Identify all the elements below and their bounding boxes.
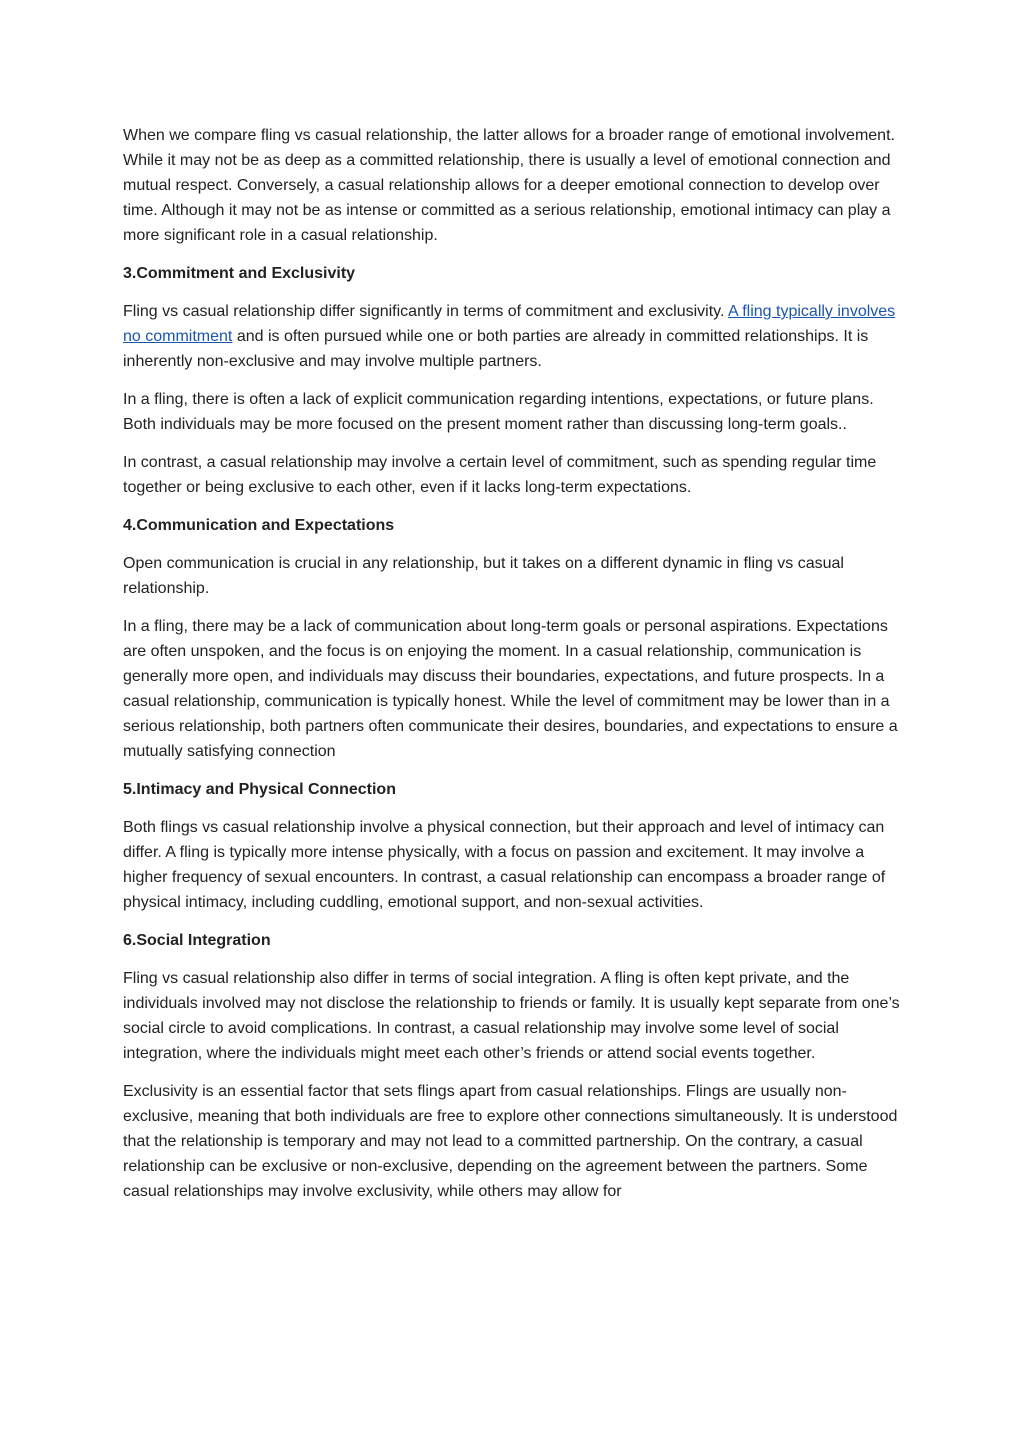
paragraph-commitment <box>123 299 903 374</box>
paragraph-emotional-involvement: When we compare fling vs casual relationship, the latter allows for a broader range of emotional involvement. While it may not be as deep as a committed relationship, there is usually a level of emotional connection and mutual respect. Conversely, a casual relationship allows for a deeper emotional connection to develop over time. Although it may not be as intense or committed as a serious relationship, emotional intimacy can play a more significant role in a casual relationship. <box>123 127 895 244</box>
heading-social-integration: 6.Social Integration <box>123 932 271 949</box>
paragraph-commitment-text-start: Fling vs casual relationship differ significantly in terms of commitment and exclusivity. <box>123 303 728 320</box>
paragraph-social-integration: Fling vs casual relationship also differ in terms of social integration. A fling is often kept private, and the individuals involved may not disclose the relationship to friends or family. It is usually kept separate from one’s social circle to avoid complications. In contrast, a casual relationship may involve some level of social integration, where the individuals might meet each other’s friends or attend social events together. <box>123 970 900 1062</box>
heading-communication-expectations: 4.Communication and Expectations <box>123 517 395 534</box>
heading-commitment-exclusivity: 3.Commitment and Exclusivity <box>123 265 356 282</box>
heading-intimacy-physical: 5.Intimacy and Physical Connection <box>123 781 396 798</box>
paragraph-casual-commitment: In contrast, a casual relationship may involve a certain level of commitment, such as spending regular time together or being exclusive to each other, even if it lacks long-term expectations. <box>123 454 877 496</box>
paragraph-open-communication: Open communication is crucial in any relationship, but it takes on a different dynamic in fling vs casual relationship. <box>123 555 844 597</box>
paragraph-exclusivity: Exclusivity is an essential factor that sets flings apart from casual relationships. Flings are usually non-exclusive, meaning that both individuals are free to explore other connections simultaneously. It is understood that the relationship is temporary and may not lead to a committed partnership. On the contrary, a casual relationship can be exclusive or non-exclusive, depending on the agreement between the partners. Some casual relationships may involve exclusivity, while others may allow for <box>123 1083 898 1200</box>
paragraph-physical-connection: Both flings vs casual relationship involve a physical connection, but their approach and level of intimacy can differ. A fling is typically more intense physically, with a focus on passion and excitement. It may involve a higher frequency of sexual encounters. In contrast, a casual relationship can encompass a broader range of physical intimacy, including cuddling, emotional support, and non-sexual activities. <box>123 819 886 911</box>
document-page <box>123 123 903 1217</box>
paragraph-communication-details: In a fling, there may be a lack of communication about long-term goals or personal aspirations. Expectations are often unspoken, and the focus is on enjoying the moment. In a casual relationship, communication is generally more open, and individuals may discuss their boundaries, expectations, and future prospects. In a casual relationship, communication is typically honest. While the level of commitment may be lower than in a serious relationship, both partners often communicate their desires, boundaries, and expectations to ensure a mutually satisfying connection <box>123 618 898 760</box>
paragraph-fling-communication: In a fling, there is often a lack of explicit communication regarding intentions, expectations, or future plans. Both individuals may be more focused on the present moment rather than discussing long-term goals.. <box>123 391 874 433</box>
paragraph-commitment-text-end: and is often pursued while one or both parties are already in committed relationships. It is inherently non-exclusive and may involve multiple partners. <box>123 328 869 370</box>
fling-no-commitment-link[interactable]: A fling typically involves no commitment <box>123 303 896 345</box>
